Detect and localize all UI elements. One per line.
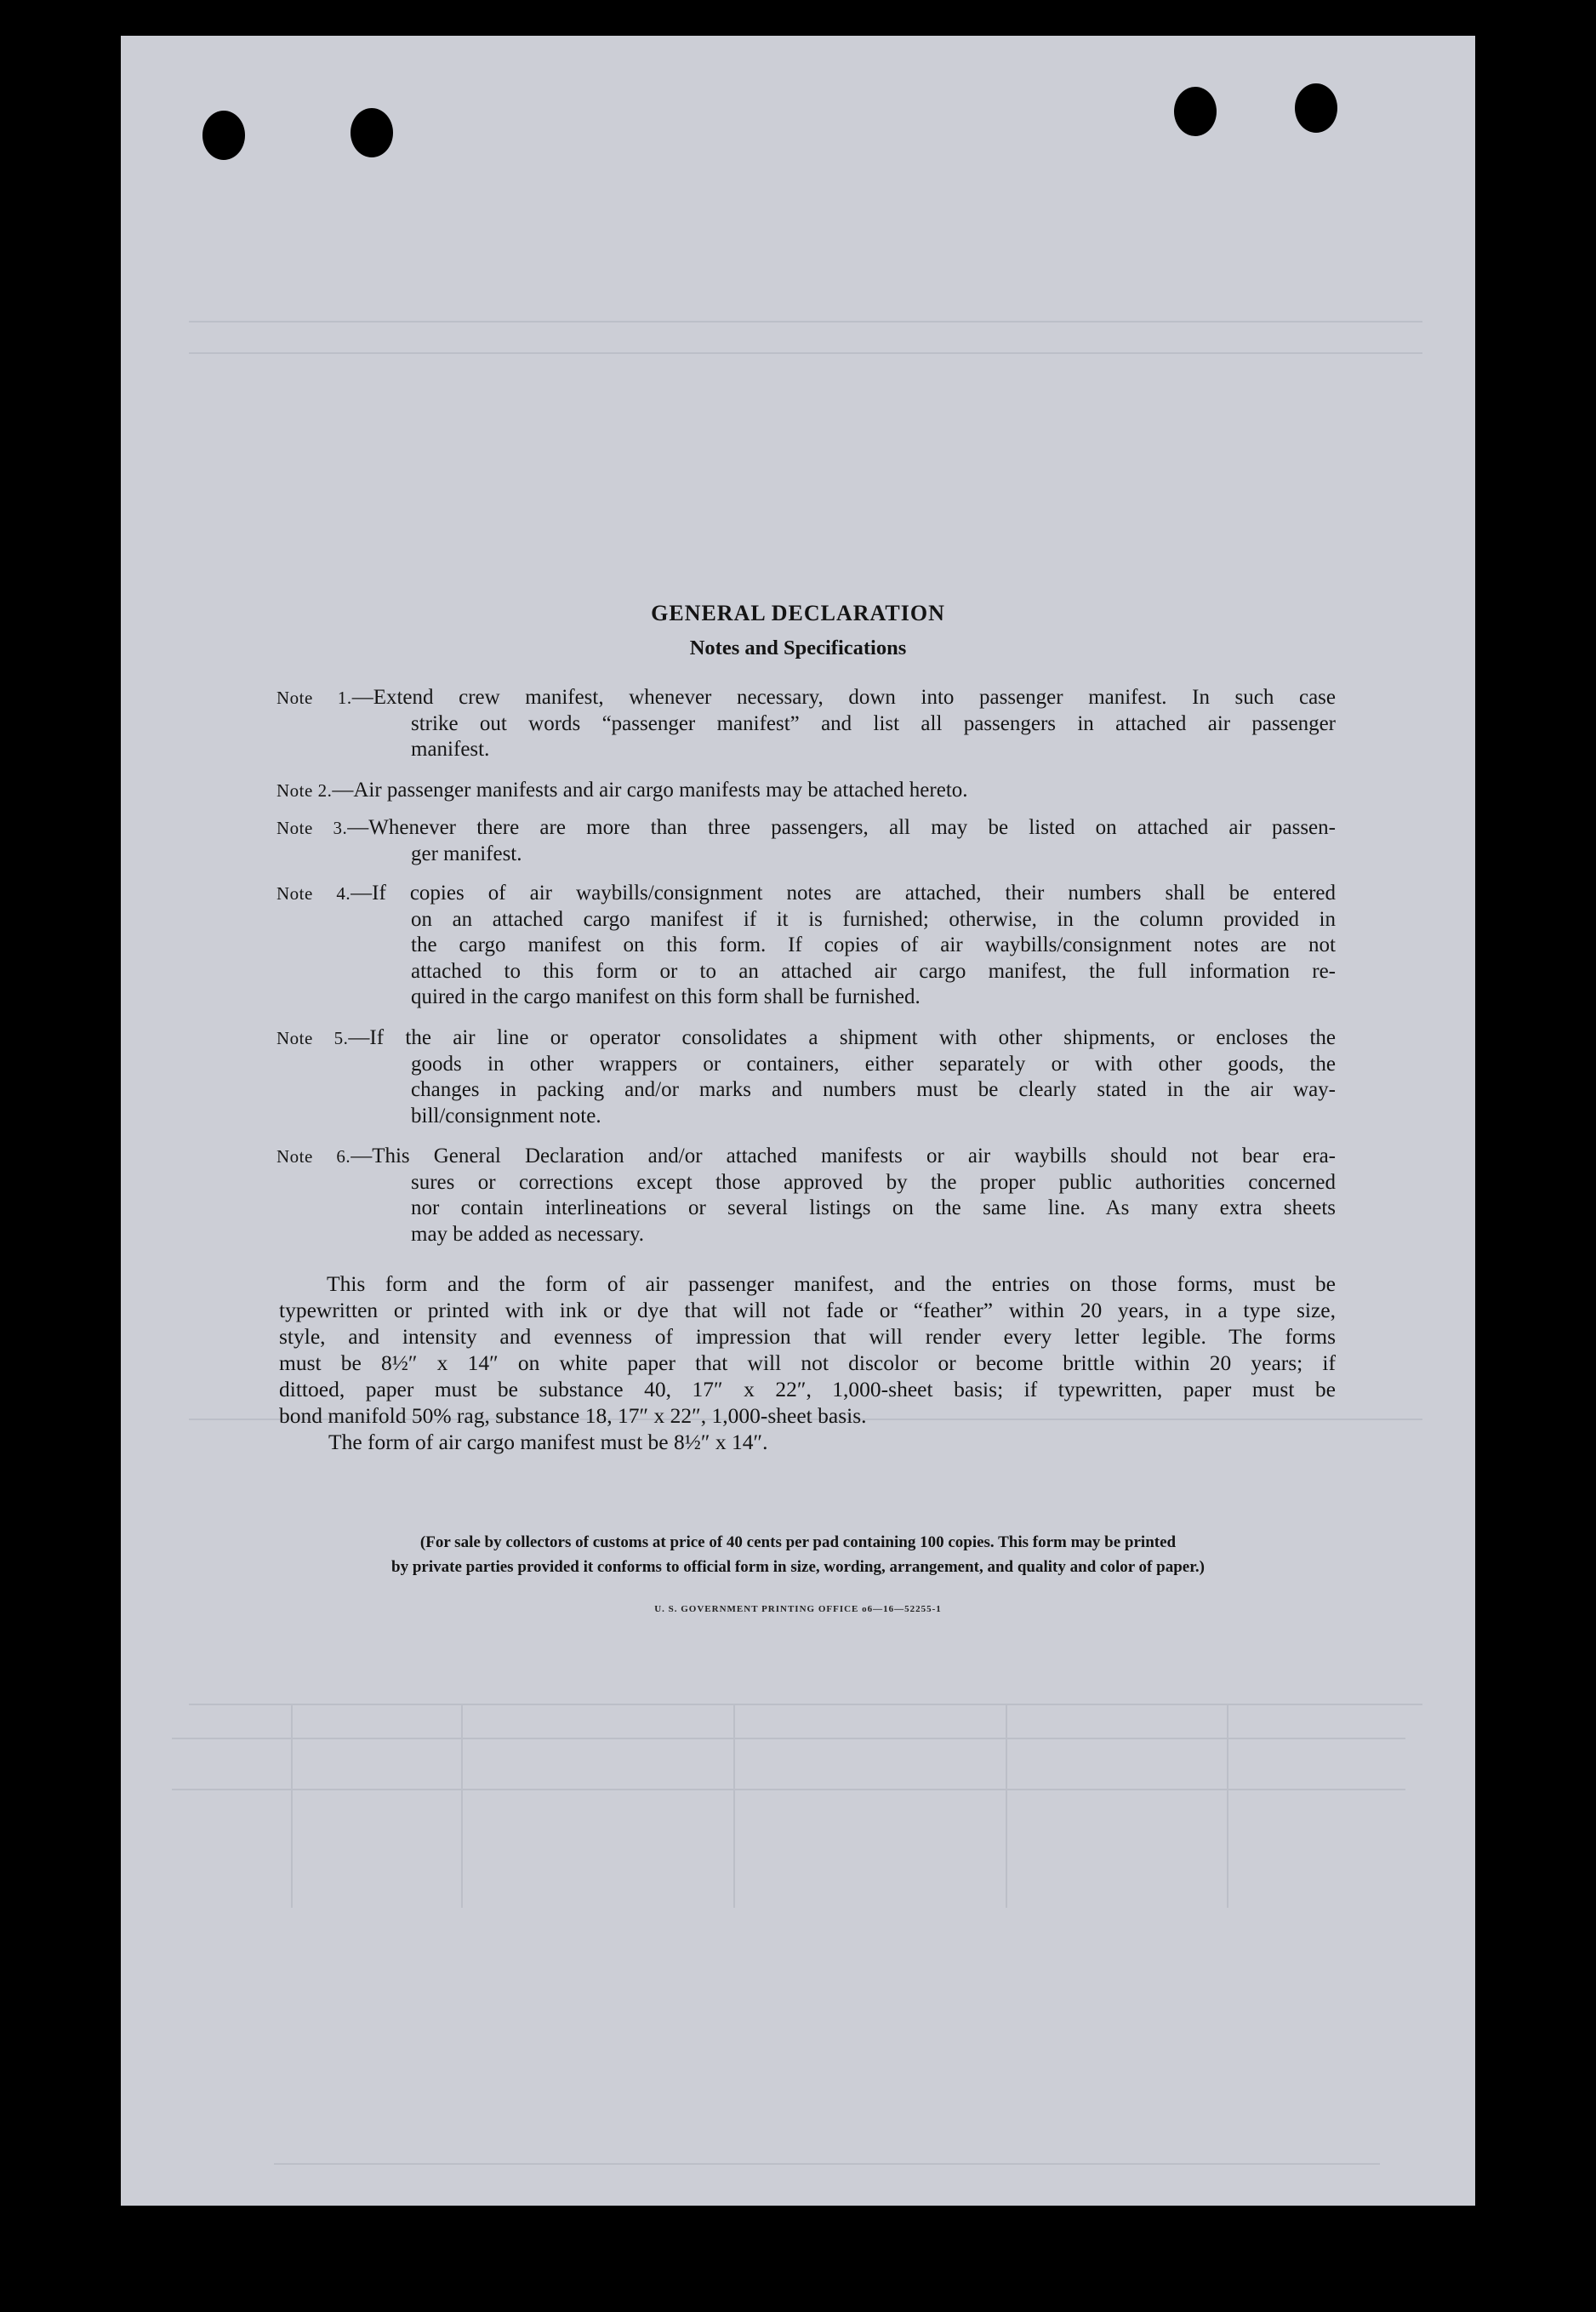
note-label: Note 5. (276, 1028, 349, 1048)
note-text: nor contain interlineations or several listings on the same line. As many extra sheets (411, 1196, 1336, 1219)
note-first-line (276, 815, 1336, 842)
bleed-through-rule (189, 1704, 1422, 1705)
printing-office-imprint: U. S. GOVERNMENT PRINTING OFFICE o6—16—52255-1 (654, 1604, 942, 1614)
bleed-through-rule (1006, 1704, 1007, 1908)
note-text: manifest. (411, 738, 490, 761)
note-6 (276, 1144, 1336, 1247)
note-first-line (276, 881, 1336, 907)
note-text: attached to this form or to an attached air cargo manifest, the full information re- (411, 959, 1336, 983)
note-text: —Air passenger manifests and air cargo manifests may be attached hereto. (332, 779, 968, 802)
bleed-through-rule (733, 1704, 735, 1908)
note-2 (276, 778, 1336, 804)
bleed-through-rule (291, 1704, 293, 1908)
document-title: GENERAL DECLARATION (651, 601, 945, 625)
bleed-through-rule (1227, 1704, 1228, 1908)
note-first-line (276, 685, 1336, 711)
paragraph-line: style, and intensity and evenness of impression that will render every letter legible. The forms (279, 1324, 1336, 1349)
paragraph-line: dittoed, paper must be substance 40, 17″ x 22″, 1,000-sheet basis; if typewritten, paper must be (279, 1377, 1336, 1401)
punch-hole (351, 108, 393, 157)
note-1 (276, 685, 1336, 763)
note-text: on an attached cargo manifest if it is furnished; otherwise, in the column provided in (411, 907, 1336, 931)
note-text: the cargo manifest on this form. If copies of air waybills/consignment notes are not (411, 933, 1336, 956)
punch-hole (1295, 83, 1337, 133)
sale-notice-line: (For sale by collectors of customs at price of 40 cents per pad containing 100 copies. This form may be printed (419, 1533, 1177, 1551)
bleed-through-rule (274, 2163, 1380, 2165)
sale-notice-line: by private parties provided it conforms to official form in size, wording, arrangement, and quality and color of paper.) (391, 1558, 1205, 1576)
note-4 (276, 881, 1336, 1011)
note-label: Note 2. (276, 780, 333, 801)
note-text: changes in packing and/or marks and numbers must be clearly stated in the air way- (411, 1078, 1336, 1101)
note-text: quired in the cargo manifest on this form shall be furnished. (411, 985, 921, 1008)
note-text: goods in other wrappers or containers, either separately or with other goods, the (411, 1052, 1336, 1076)
note-first-line (276, 1144, 1336, 1170)
bleed-through-rule (461, 1704, 463, 1908)
punch-hole (202, 111, 245, 160)
note-text: —If the air line or operator consolidates a shipment with other shipments, or encloses the (348, 1026, 1336, 1049)
punch-hole (1174, 87, 1217, 136)
note-text: ger manifest. (411, 842, 522, 865)
note-text: sures or corrections except those approved by the proper public authorities concerned (411, 1170, 1336, 1194)
note-text: strike out words “passenger manifest” and list all passengers in attached air passenger (411, 711, 1336, 735)
note-label: Note 4. (276, 883, 351, 904)
paragraph-line: must be 8½″ x 14″ on white paper that will not discolor or become brittle within 20 years; if (279, 1350, 1336, 1375)
note-text: bill/consignment note. (411, 1104, 601, 1127)
paragraph-last-line: The form of air cargo manifest must be 8½″ x 14″. (328, 1430, 768, 1454)
paragraph-line: typewritten or printed with ink or dye that will not fade or “feather” within 20 years, in a type size, (279, 1298, 1336, 1322)
note-first-line (276, 1025, 1336, 1052)
document-subtitle: Notes and Specifications (689, 637, 907, 659)
specification-paragraph (279, 1270, 1336, 1455)
note-text: —Extend crew manifest, whenever necessary, down into passenger manifest. In such case (351, 686, 1337, 709)
bleed-through-rule (172, 1738, 1405, 1739)
paragraph-line: bond manifold 50% rag, substance 18, 17″ x 22″, 1,000-sheet basis. (279, 1403, 867, 1428)
paragraph-line: This form and the form of air passenger manifest, and the entries on those forms, must be (327, 1271, 1336, 1296)
bleed-through-rule (189, 321, 1422, 323)
note-label: Note 1. (276, 688, 352, 708)
note-3 (276, 815, 1336, 867)
sale-notice (0, 1530, 1596, 1579)
note-text: —This General Declaration and/or attached manifests or air waybills should not bear era- (351, 1145, 1336, 1167)
note-label: Note 6. (276, 1146, 351, 1167)
bleed-through-rule (172, 1789, 1405, 1790)
note-5 (276, 1025, 1336, 1129)
bleed-through-rule (189, 352, 1422, 354)
note-text: may be added as necessary. (411, 1222, 644, 1246)
note-first-line (276, 778, 1336, 804)
note-text: —If copies of air waybills/consignment notes are attached, their numbers shall be entered (351, 882, 1336, 905)
note-text: —Whenever there are more than three passengers, all may be listed on attached air passen- (347, 816, 1336, 839)
note-label: Note 3. (276, 818, 348, 838)
